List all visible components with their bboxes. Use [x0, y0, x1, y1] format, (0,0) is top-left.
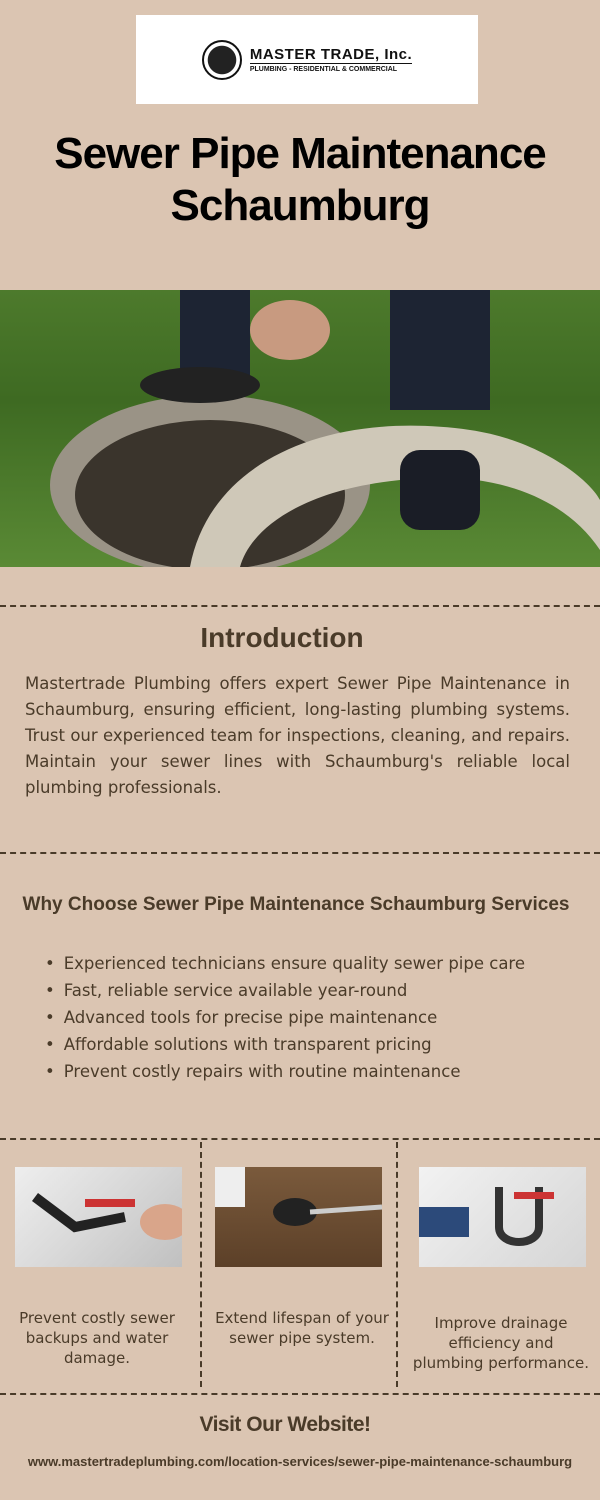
divider: [0, 1138, 600, 1140]
list-item: • Affordable solutions with transparent pricing: [45, 1031, 525, 1058]
divider: [0, 852, 600, 854]
benefit-text: Improve drainage efficiency and plumbing performance.: [412, 1314, 590, 1372]
why-choose-list: [45, 950, 525, 1085]
list-item: • Fast, reliable service available year-round: [45, 977, 525, 1004]
divider: [0, 605, 600, 607]
list-item: • Advanced tools for precise pipe maintenance: [45, 1004, 525, 1031]
page-title: [0, 128, 600, 232]
list-item: • Experienced technicians ensure quality sewer pipe care: [45, 950, 525, 977]
benefit-image-sink-pipe: [419, 1167, 586, 1267]
benefit-text: Extend lifespan of your sewer pipe system.: [215, 1309, 389, 1347]
benefit-image-digging: [215, 1167, 382, 1267]
website-url-link[interactable]: www.mastertradeplumbing.com/location-services/sewer-pipe-maintenance-schaumburg: [27, 1454, 573, 1469]
title-line-2: Schaumburg: [170, 181, 430, 230]
benefit-image-wrench-pipe: [15, 1167, 182, 1267]
company-logo: [136, 15, 478, 104]
title-line-1: Sewer Pipe Maintenance: [54, 129, 546, 178]
divider: [200, 1142, 202, 1387]
divider: [396, 1142, 398, 1387]
benefit-text: Prevent costly sewer backups and water damage.: [19, 1309, 175, 1367]
hero-image-sewer-cleaning: [0, 290, 600, 567]
intro-heading: Introduction: [200, 622, 364, 653]
logo-tagline: PLUMBING - RESIDENTIAL & COMMERCIAL: [249, 66, 398, 73]
logo-emblem-icon: [202, 40, 242, 80]
why-choose-heading: Why Choose Sewer Pipe Maintenance Schaumburg Services: [22, 894, 570, 915]
divider: [0, 1393, 600, 1395]
visit-website-heading: Visit Our Website!: [199, 1413, 371, 1436]
intro-text: Mastertrade Plumbing offers expert Sewer Pipe Maintenance in Schaumburg, ensuring efficient, long-lasting plumbing systems. Trust our experienced team for inspections, cleaning, and repairs. Maintain your sewer lines with Schaumburg's reliable local plumbing professionals.: [25, 674, 570, 797]
list-item: • Prevent costly repairs with routine maintenance: [45, 1058, 525, 1085]
logo-name: MASTER TRADE, Inc.: [249, 46, 413, 63]
